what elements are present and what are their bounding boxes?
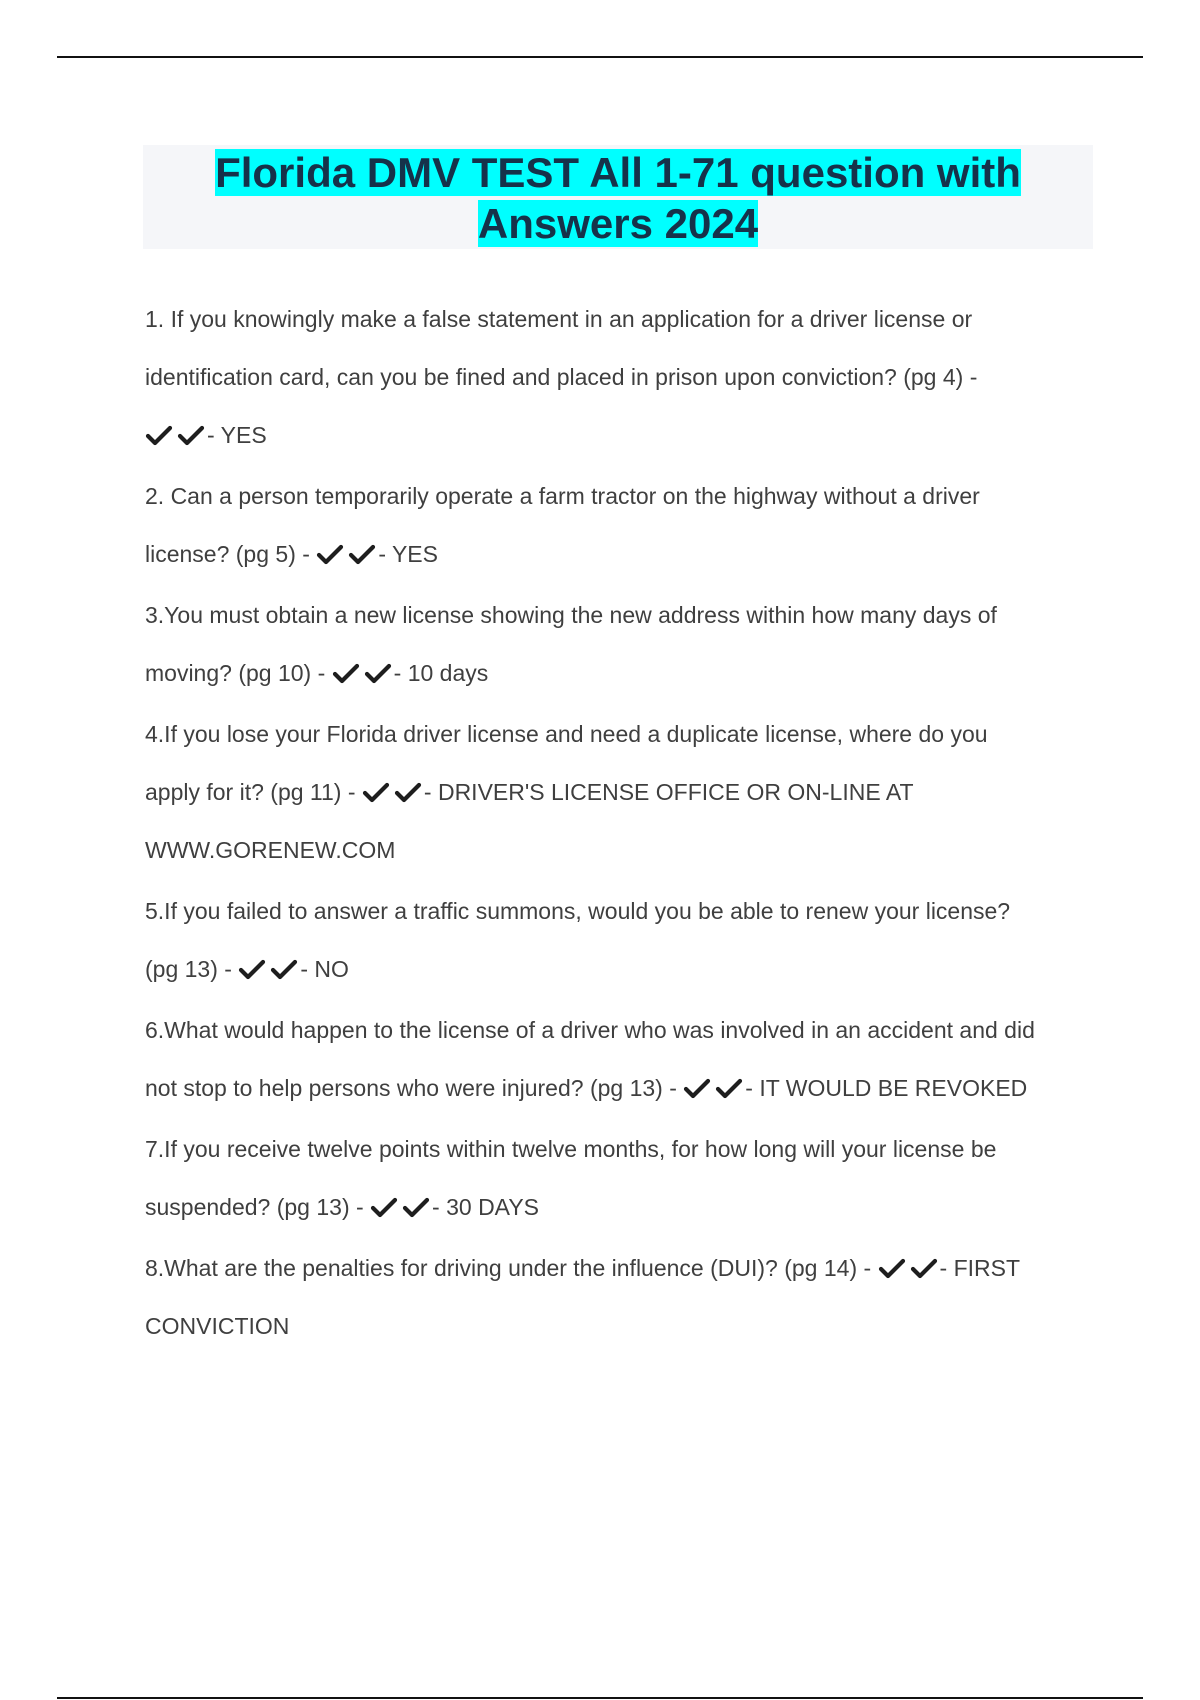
question-item bbox=[145, 882, 1095, 998]
answer-line bbox=[145, 763, 1095, 821]
answer-text: - YES bbox=[207, 422, 267, 448]
answer-text: - IT WOULD BE REVOKED bbox=[745, 1075, 1028, 1101]
question-text: 8.What are the penalties for driving under the influence (DUI)? (pg 14) - bbox=[145, 1255, 878, 1281]
answer-line bbox=[145, 1059, 1095, 1117]
question-item bbox=[145, 1239, 1095, 1355]
answer-text: - NO bbox=[300, 956, 349, 982]
answer-continuation: WWW.GORENEW.COM bbox=[145, 837, 396, 863]
question-text: apply for it? (pg 11) - bbox=[145, 779, 362, 805]
title-line-2: Answers 2024 bbox=[477, 200, 759, 247]
footer-rule bbox=[57, 1697, 1143, 1699]
double-check-icon bbox=[332, 661, 394, 685]
title-line-1: Florida DMV TEST All 1-71 question with bbox=[215, 149, 1021, 196]
answer-line bbox=[145, 525, 1095, 583]
question-text: 6.What would happen to the license of a driver who was involved in an accident and did bbox=[145, 1017, 1035, 1043]
double-check-icon bbox=[878, 1256, 940, 1280]
question-list bbox=[145, 290, 1095, 1358]
question-item bbox=[145, 705, 1095, 879]
question-text: (pg 13) - bbox=[145, 956, 239, 982]
question-text: license? (pg 5) - bbox=[145, 541, 317, 567]
item-spacer bbox=[145, 1355, 1095, 1358]
double-check-icon bbox=[238, 957, 300, 981]
question-item bbox=[145, 290, 1095, 464]
header-rule bbox=[57, 56, 1143, 58]
answer-line bbox=[145, 1178, 1095, 1236]
answer-line bbox=[145, 1239, 1095, 1297]
question-text: 7.If you receive twelve points within twelve months, for how long will your license be bbox=[145, 1136, 997, 1162]
question-item bbox=[145, 467, 1095, 583]
double-check-icon bbox=[145, 423, 207, 447]
question-item bbox=[145, 1001, 1095, 1117]
double-check-icon bbox=[370, 1195, 432, 1219]
answer-text: - DRIVER'S LICENSE OFFICE OR ON-LINE AT bbox=[423, 779, 914, 805]
question-text: 1. If you knowingly make a false statement in an application for a driver license or bbox=[145, 306, 973, 332]
answer-continuation: CONVICTION bbox=[145, 1313, 290, 1339]
document-title bbox=[143, 145, 1093, 249]
answer-text: - 30 DAYS bbox=[432, 1194, 539, 1220]
answer-text: - YES bbox=[378, 541, 438, 567]
question-text: 5.If you failed to answer a traffic summons, would you be able to renew your license? bbox=[145, 898, 1011, 924]
question-text: moving? (pg 10) - bbox=[145, 660, 332, 686]
answer-text: - 10 days bbox=[393, 660, 489, 686]
answer-line bbox=[145, 940, 1095, 998]
question-text: 2. Can a person temporarily operate a farm tractor on the highway without a driver bbox=[145, 483, 980, 509]
double-check-icon bbox=[362, 780, 424, 804]
question-text: suspended? (pg 13) - bbox=[145, 1194, 371, 1220]
question-item bbox=[145, 1120, 1095, 1236]
answer-line bbox=[145, 644, 1095, 702]
answer-line bbox=[145, 406, 1095, 464]
answer-text: - FIRST bbox=[939, 1255, 1021, 1281]
question-text: not stop to help persons who were injured? (pg 13) - bbox=[145, 1075, 684, 1101]
double-check-icon bbox=[683, 1076, 745, 1100]
question-item bbox=[145, 586, 1095, 702]
title-box bbox=[143, 145, 1093, 249]
double-check-icon bbox=[316, 542, 378, 566]
question-text: identification card, can you be fined and placed in prison upon conviction? (pg 4) - bbox=[145, 364, 978, 390]
question-text: 4.If you lose your Florida driver license and need a duplicate license, where do you bbox=[145, 721, 988, 747]
question-text: 3.You must obtain a new license showing the new address within how many days of bbox=[145, 602, 997, 628]
